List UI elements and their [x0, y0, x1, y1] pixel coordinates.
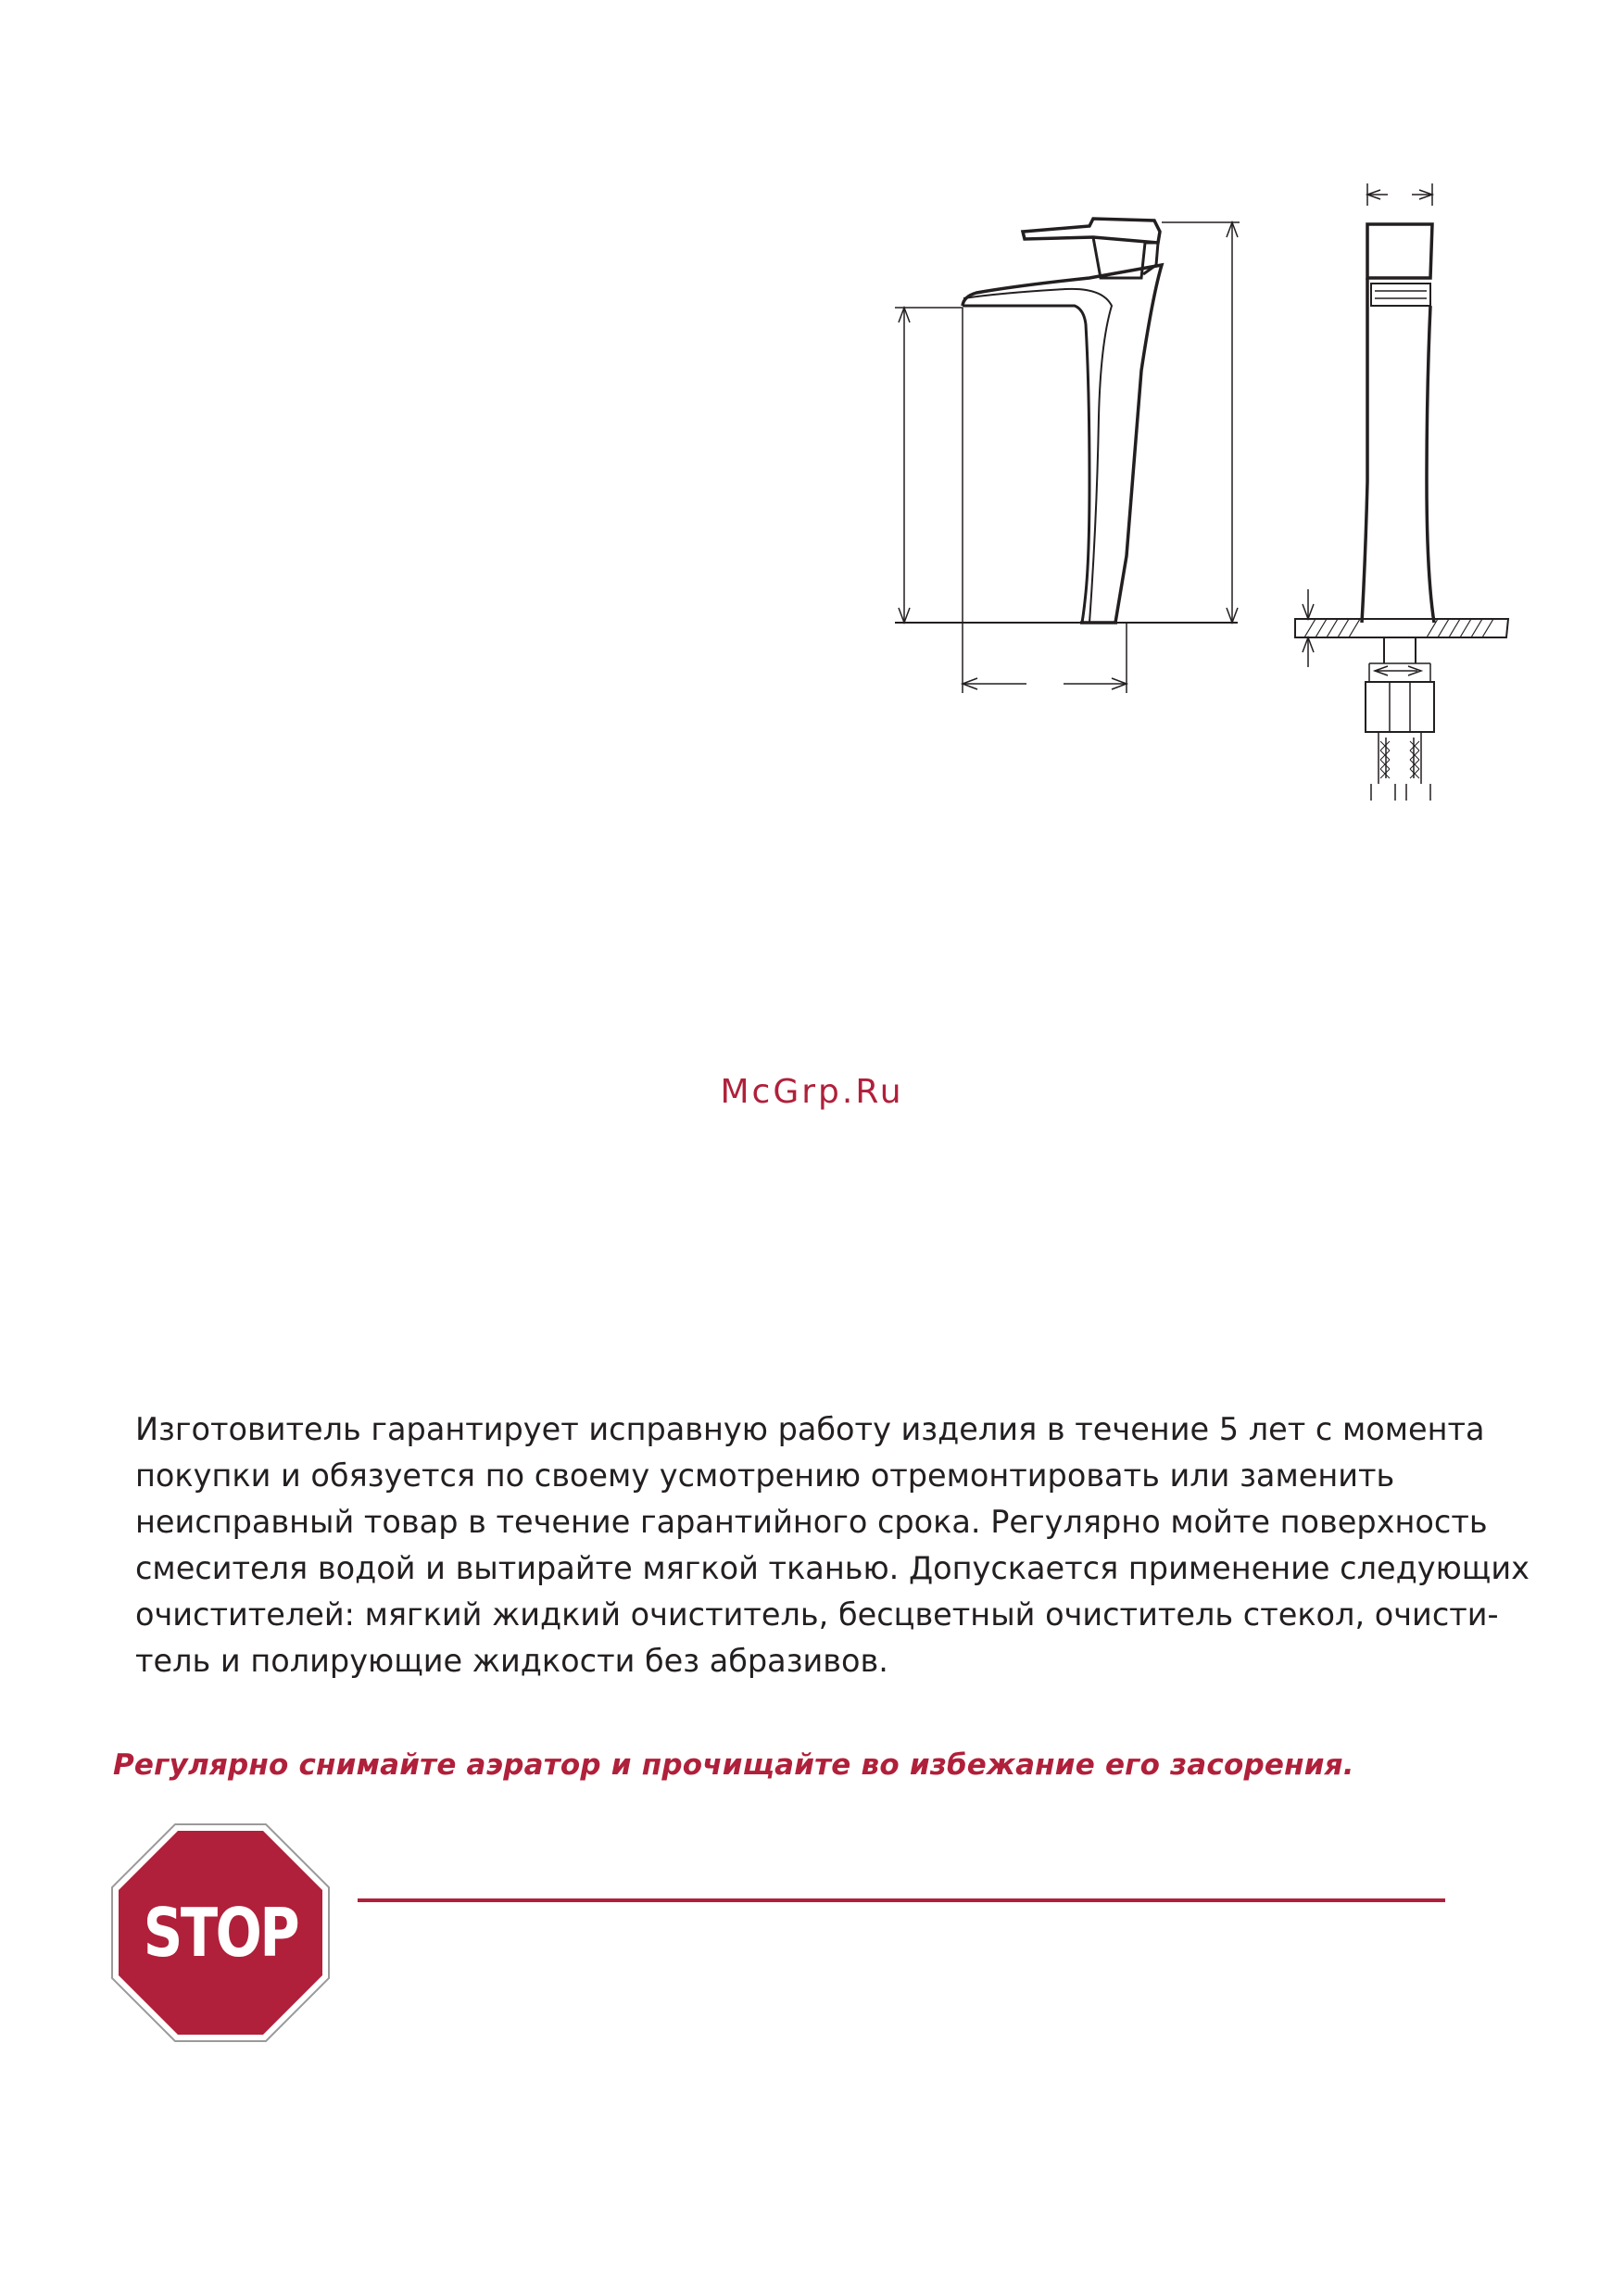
warranty-line: покупки и обязуется по своему усмотрению отремонтировать или заменить: [135, 1457, 1395, 1494]
faucet-technical-drawing: [0, 0, 1624, 834]
aerator-warning: Регулярно снимайте аэратор и прочищайте во избежание его засорения.: [113, 1748, 1354, 1782]
warranty-paragraph: [135, 1406, 1530, 1684]
divider-line: [358, 1898, 1445, 1902]
faucet-front-view: [895, 219, 1240, 693]
faucet-side-view: [1295, 183, 1508, 801]
warranty-line: Изготовитель гарантирует исправную работу изделия в течение 5 лет с момента: [135, 1411, 1485, 1447]
stop-sign-label: STOP: [143, 1894, 298, 1972]
warranty-line: тель и полирующие жидкости без абразивов.: [135, 1643, 888, 1679]
warranty-line: смесителя водой и вытирайте мягкой тканью. Допускается применение следующих: [135, 1550, 1530, 1586]
warranty-line: неисправный товар в течение гарантийного срока. Регулярно мойте поверхность: [135, 1504, 1488, 1540]
warranty-line: очистителей: мягкий жидкий очиститель, бесцветный очиститель стекол, очисти-: [135, 1596, 1499, 1633]
watermark-text: McGrp.Ru: [720, 1073, 904, 1111]
